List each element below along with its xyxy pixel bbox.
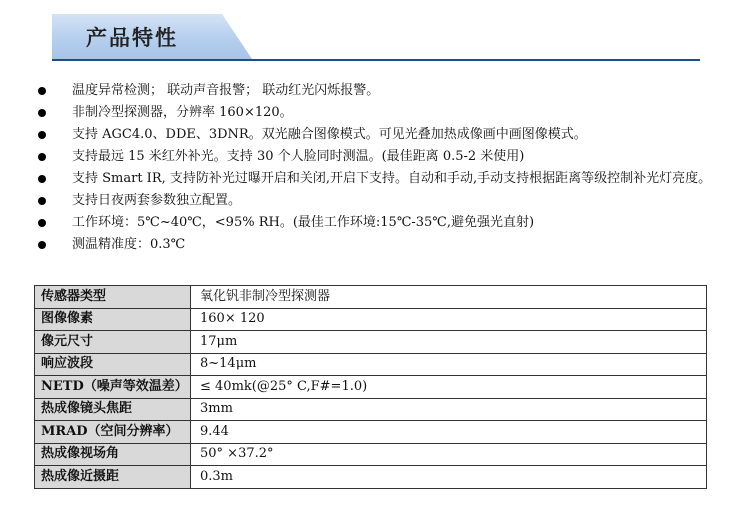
spec-key: MRAD（空间分辨率） (35, 421, 191, 444)
feature-text: 测温精准度：0.3℃ (72, 237, 186, 252)
feature-text: 支持日夜两套参数独立配置。 (72, 193, 242, 208)
bullet-icon (38, 109, 46, 117)
table-row (35, 421, 707, 444)
table-row (35, 398, 707, 421)
feature-text: 支持最远 15 米红外补光。支持 30 个人脸同时测温。(最佳距离 0.5-2 米使用) (72, 149, 525, 164)
feature-text: 非制冷型探测器，分辨率 160×120。 (72, 105, 293, 120)
spec-value: 50° ×37.2° (191, 443, 707, 466)
feature-list (38, 80, 718, 256)
header-divider (52, 59, 700, 61)
table-row (35, 286, 707, 309)
spec-key: 热成像近摄距 (35, 466, 191, 489)
bullet-icon (38, 219, 46, 227)
table-row (35, 331, 707, 354)
table-row (35, 353, 707, 376)
spec-value: 3mm (191, 398, 707, 421)
bullet-icon (38, 87, 46, 95)
list-item (38, 124, 718, 146)
spec-value: 0.3m (191, 466, 707, 489)
bullet-icon (38, 241, 46, 249)
spec-key: 热成像视场角 (35, 443, 191, 466)
bullet-icon (38, 131, 46, 139)
feature-text: 支持 AGC4.0、DDE、3DNR。双光融合图像模式。可见光叠加热成像画中画图像模式。 (72, 127, 587, 142)
table-row (35, 466, 707, 489)
spec-value: 8~14μm (191, 353, 707, 376)
spec-key: 图像像素 (35, 308, 191, 331)
list-item (38, 234, 718, 256)
spec-value: 氧化钒非制冷型探测器 (191, 286, 707, 309)
table-row (35, 443, 707, 466)
spec-key: 像元尺寸 (35, 331, 191, 354)
spec-value: 9.44 (191, 421, 707, 444)
spec-key: NETD（噪声等效温差） (35, 376, 191, 399)
table-row (35, 376, 707, 399)
list-item (38, 212, 718, 234)
bullet-icon (38, 197, 46, 205)
bullet-icon (38, 175, 46, 183)
feature-text: 温度异常检测； 联动声音报警； 联动红光闪烁报警。 (72, 83, 380, 98)
page-title: 产品特性 (86, 25, 178, 50)
list-item (38, 168, 718, 190)
feature-text: 工作环境：5℃~40℃，<95% RH。(最佳工作环境:15℃-35℃,避免强光直射) (72, 215, 535, 230)
spec-value: ≤ 40mk(@25° C,F#=1.0) (191, 376, 707, 399)
spec-table (34, 285, 707, 489)
spec-key: 响应波段 (35, 353, 191, 376)
spec-value: 160× 120 (191, 308, 707, 331)
list-item (38, 146, 718, 168)
list-item (38, 102, 718, 124)
section-header-banner (52, 14, 252, 59)
list-item (38, 190, 718, 212)
spec-value: 17μm (191, 331, 707, 354)
feature-text: 支持 Smart IR, 支持防补光过曝开启和关闭,开启下支持。自动和手动,手动支持根据距离等级控制补光灯亮度。 (72, 171, 712, 186)
bullet-icon (38, 153, 46, 161)
table-row (35, 308, 707, 331)
list-item (38, 80, 718, 102)
spec-key: 传感器类型 (35, 286, 191, 309)
spec-key: 热成像镜头焦距 (35, 398, 191, 421)
